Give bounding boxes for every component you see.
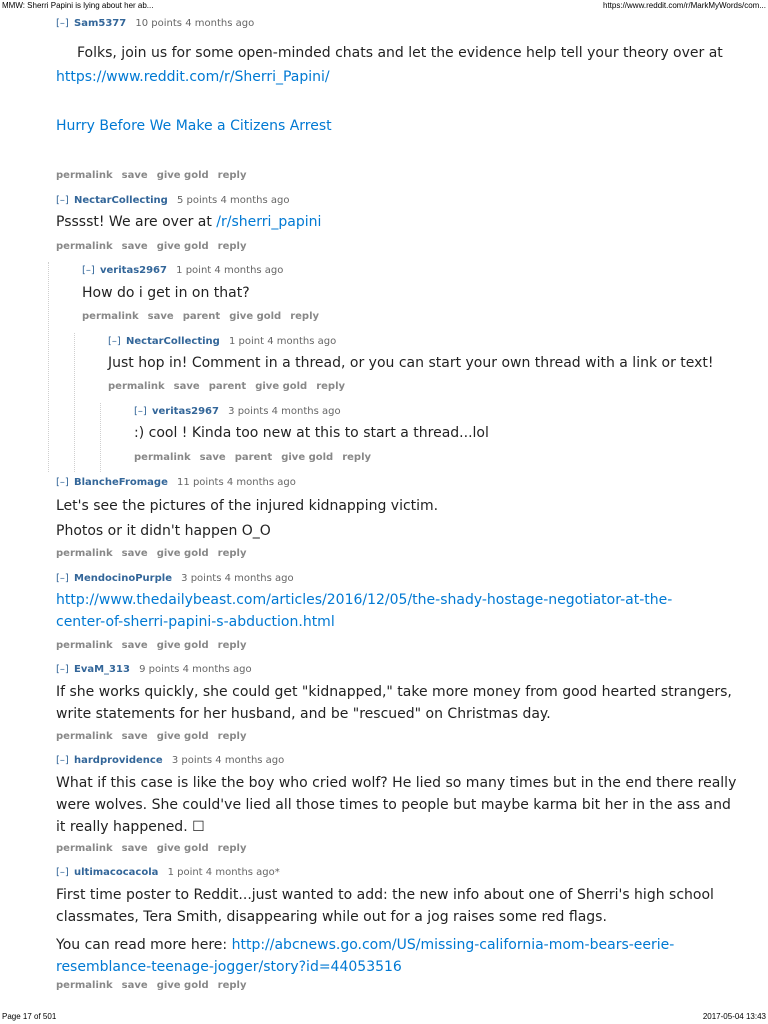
thread-rail[interactable] (100, 403, 101, 472)
give-gold-button[interactable]: give gold (281, 452, 334, 463)
comment-text: were wolves. She could've lied all those times to people but maybe karma bit her in the ass and (56, 797, 731, 813)
save-button[interactable]: save (121, 170, 148, 181)
comment-points: 1 point (167, 867, 203, 878)
comment-link[interactable]: http://www.thedailybeast.com/articles/2016/12/05/the-shady-hostage-negotiator-at-the- (56, 592, 673, 608)
comment-age: 4 months ago (214, 265, 284, 276)
comment-text: Photos or it didn't happen O_O (56, 523, 271, 539)
page-number: Page 17 of 501 (2, 1012, 57, 1021)
comment-points: 10 points (135, 18, 183, 29)
comment-author[interactable]: veritas2967 (100, 265, 167, 276)
reply-button[interactable]: reply (217, 170, 247, 181)
comment-age: 4 months ago (185, 18, 255, 29)
comment-body (56, 494, 768, 543)
comment-text: it really happened. ☐ (56, 819, 205, 835)
comment-text: classmates, Tera Smith, disappearing while out for a jog raises some red flags. (56, 909, 607, 925)
comment-age: 4 months ago (182, 664, 252, 675)
comment-buttons (56, 731, 768, 742)
save-button[interactable]: save (121, 731, 148, 742)
comment-author[interactable]: NectarCollecting (74, 195, 168, 206)
give-gold-button[interactable]: give gold (156, 548, 209, 559)
comment-points: 1 point (176, 265, 212, 276)
save-button[interactable]: save (199, 452, 226, 463)
print-timestamp: 2017-05-04 13:43 (702, 1012, 766, 1021)
collapse-toggle[interactable]: [–] (82, 265, 95, 276)
comment-link[interactable]: https://www.reddit.com/r/Sherri_Papini/ (56, 69, 330, 85)
comment-author[interactable]: Sam5377 (74, 18, 127, 29)
comment-body (56, 772, 768, 838)
comment-body (108, 352, 762, 375)
comment-points: 3 points (228, 406, 269, 417)
give-gold-button[interactable]: give gold (255, 381, 308, 392)
comment-age: 4 months ago (271, 406, 341, 417)
collapse-toggle[interactable]: [–] (56, 195, 69, 206)
permalink-button[interactable]: permalink (82, 311, 139, 322)
save-button[interactable]: save (121, 241, 148, 252)
give-gold-button[interactable]: give gold (156, 640, 209, 651)
permalink-button[interactable]: permalink (56, 640, 113, 651)
comment-tagline (134, 406, 768, 417)
comment-body (82, 282, 768, 305)
comment-tagline (56, 195, 768, 206)
comment-tagline (56, 664, 768, 675)
comment-buttons (134, 452, 768, 463)
comment-author[interactable]: veritas2967 (152, 406, 219, 417)
collapse-toggle[interactable]: [–] (56, 18, 69, 29)
comment-age: 4 months ago (267, 336, 337, 347)
give-gold-button[interactable]: give gold (229, 311, 282, 322)
reply-button[interactable]: reply (342, 452, 372, 463)
reply-button[interactable]: reply (290, 311, 320, 322)
comment-author[interactable]: BlancheFromage (74, 477, 168, 488)
save-button[interactable]: save (121, 640, 148, 651)
comment-author[interactable]: hardprovidence (74, 755, 163, 766)
print-footer (0, 1010, 768, 1024)
comment-age: 4 months ago* (205, 867, 280, 878)
comment-buttons (56, 548, 768, 559)
comment-tagline (108, 336, 768, 347)
give-gold-button[interactable]: give gold (156, 980, 209, 991)
reply-button[interactable]: reply (217, 843, 247, 854)
reply-button[interactable]: reply (217, 241, 247, 252)
comment-buttons (56, 640, 768, 651)
save-button[interactable]: save (121, 980, 148, 991)
permalink-button[interactable]: permalink (56, 170, 113, 181)
print-header (0, 0, 768, 14)
parent-button[interactable]: parent (182, 311, 221, 322)
permalink-button[interactable]: permalink (134, 452, 191, 463)
comment-tagline (56, 18, 768, 29)
comment-author[interactable]: NectarCollecting (126, 336, 220, 347)
comment-text: write statements for her husband, and be "rescued" on Christmas day. (56, 706, 551, 722)
comment-points: 11 points (177, 477, 224, 488)
comment-text: First time poster to Reddit...just wanted to add: the new info about one of Sherri's high school (56, 887, 714, 903)
comment-author[interactable]: EvaM_313 (74, 664, 130, 675)
comment-buttons (56, 843, 768, 854)
collapse-toggle[interactable]: [–] (108, 336, 121, 347)
parent-button[interactable]: parent (208, 381, 247, 392)
comment-age: 4 months ago (226, 477, 296, 488)
comment-text: Let's see the pictures of the injured kidnapping victim. (56, 498, 439, 514)
collapse-toggle[interactable]: [–] (134, 406, 147, 417)
comment-tagline (82, 265, 768, 276)
comment-body (56, 681, 768, 725)
comment-buttons (82, 311, 768, 322)
permalink-button[interactable]: permalink (56, 731, 113, 742)
collapse-toggle[interactable]: [–] (56, 755, 69, 766)
permalink-button[interactable]: permalink (56, 843, 113, 854)
reply-button[interactable]: reply (217, 548, 247, 559)
give-gold-button[interactable]: give gold (156, 241, 209, 252)
comment-points: 1 point (229, 336, 265, 347)
comment-body (56, 211, 768, 234)
collapse-toggle[interactable]: [–] (56, 477, 69, 488)
comment-points: 5 points (177, 195, 218, 206)
parent-button[interactable]: parent (234, 452, 273, 463)
comment-text: What if this case is like the boy who cried wolf? He lied so many times but in the end there really (56, 775, 737, 791)
comment-text: How do i get in on that? (82, 285, 250, 301)
comment-buttons (56, 170, 768, 181)
comment-points: 3 points (171, 755, 213, 766)
reply-button[interactable]: reply (316, 381, 346, 392)
comment-text: :) cool ! Kinda too new at this to start a thread...lol (134, 425, 489, 441)
comment-link[interactable]: http://abcnews.go.com/US/missing-california-mom-bears-eerie- (231, 937, 675, 953)
page-title: MMW: Sherri Papini is lying about her ab... (2, 1, 154, 10)
comment-text: Just hop in! Comment in a thread, or you can start your own thread with a link or text! (108, 355, 714, 371)
comment-points: 9 points (139, 664, 180, 675)
reply-button[interactable]: reply (217, 640, 247, 651)
save-button[interactable]: save (173, 381, 200, 392)
comment-link[interactable]: center-of-sherri-papini-s-abduction.html (56, 614, 335, 630)
comment-text: Folks, join us for some open-minded chats and let the evidence help tell your theory over at (77, 45, 723, 61)
permalink-button[interactable]: permalink (56, 241, 113, 252)
comment-points: 3 points (181, 573, 222, 584)
comment-buttons (108, 381, 768, 392)
reply-button[interactable]: reply (217, 980, 247, 991)
permalink-button[interactable]: permalink (56, 548, 113, 559)
comment-body (56, 113, 768, 139)
comment-tagline (56, 477, 768, 488)
permalink-button[interactable]: permalink (108, 381, 165, 392)
permalink-button[interactable]: permalink (56, 980, 113, 991)
comment-link[interactable]: /r/sherri_papini (216, 214, 322, 230)
give-gold-button[interactable]: give gold (156, 843, 209, 854)
save-button[interactable]: save (121, 843, 148, 854)
comment-text: If she works quickly, she could get "kidnapped," take more money from good hearted strangers, (56, 684, 732, 700)
give-gold-button[interactable]: give gold (156, 731, 209, 742)
save-button[interactable]: save (121, 548, 148, 559)
thread-rail[interactable] (74, 333, 75, 472)
collapse-toggle[interactable]: [–] (56, 867, 69, 878)
thread-rail[interactable] (48, 262, 49, 472)
collapse-toggle[interactable]: [–] (56, 664, 69, 675)
comment-author[interactable]: ultimacocacola (74, 867, 159, 878)
comment-tagline (56, 755, 768, 766)
page-url: https://www.reddit.com/r/MarkMyWords/com... (603, 1, 766, 10)
comment-tagline (56, 867, 768, 878)
comment-tagline (56, 573, 768, 584)
comment (56, 18, 768, 29)
comment-body (56, 884, 768, 978)
comment-body (134, 422, 768, 445)
save-button[interactable]: save (147, 311, 174, 322)
comment-age: 4 months ago (220, 195, 290, 206)
comment-age: 4 months ago (224, 573, 294, 584)
comment-link[interactable]: resemblance-teenage-jogger/story?id=44053516 (56, 959, 402, 975)
comment-body (56, 589, 768, 633)
comment-buttons (56, 980, 768, 991)
collapse-toggle[interactable]: [–] (56, 573, 69, 584)
comment-buttons (56, 241, 768, 252)
comment-text: You can read more here: (56, 937, 228, 953)
comment-author[interactable]: MendocinoPurple (74, 573, 172, 584)
comment-age: 4 months ago (215, 755, 285, 766)
comment-text: Psssst! We are over at (56, 214, 212, 230)
comment-link[interactable]: Hurry Before We Make a Citizens Arrest (56, 118, 332, 134)
reply-button[interactable]: reply (217, 731, 247, 742)
give-gold-button[interactable]: give gold (156, 170, 209, 181)
comment-body (56, 62, 760, 92)
